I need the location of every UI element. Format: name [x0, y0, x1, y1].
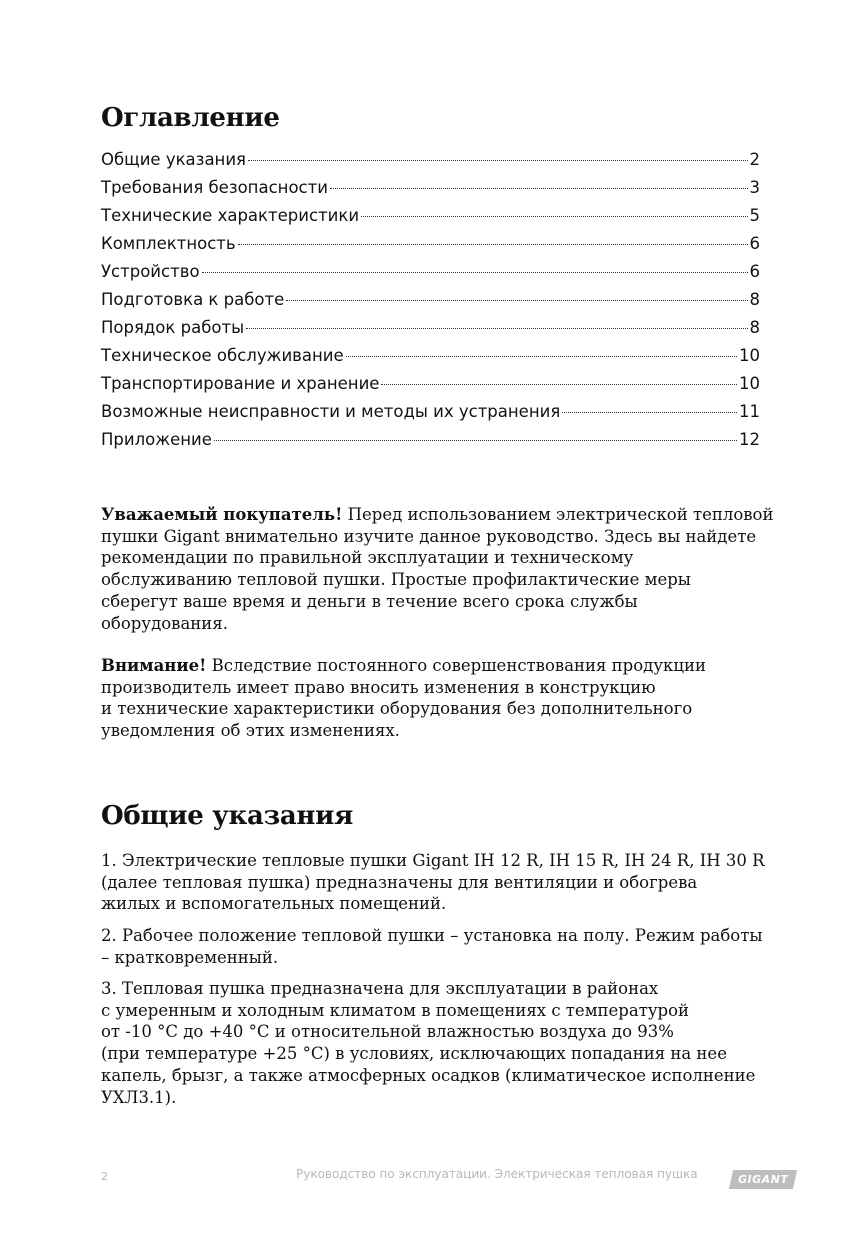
- toc-entry[interactable]: [101, 346, 760, 374]
- general-paragraph-2: [101, 925, 801, 968]
- toc-entry[interactable]: [101, 150, 760, 178]
- text-line: жилых и вспомогательных помещений.: [101, 894, 447, 914]
- text-line: уведомления об этих изменениях.: [101, 721, 400, 741]
- intro-paragraph-customer: [101, 504, 801, 634]
- toc-entry-label: Техническое обслуживание: [101, 346, 344, 365]
- toc-entry-page: 6: [749, 262, 760, 281]
- toc-leader-dots: [330, 188, 748, 189]
- toc-leader-dots: [248, 160, 748, 161]
- text-line: сберегут ваше время и деньги в течение всего срока службы: [101, 591, 638, 611]
- toc-entry-label: Технические характеристики: [101, 206, 360, 225]
- text-line: 1. Электрические тепловые пушки Gigant IH 12 R, IH 15 R, IH 24 R, IH 30 R: [101, 851, 765, 870]
- table-of-contents: [101, 150, 760, 458]
- toc-entry-label: Транспортирование и хранение: [101, 374, 380, 393]
- text-line: с умеренным и холодным климатом в помещениях с температурой: [101, 1000, 690, 1020]
- toc-heading: Оглавление: [101, 103, 280, 133]
- toc-entry[interactable]: [101, 374, 760, 402]
- toc-entry[interactable]: [101, 318, 760, 346]
- gigant-logo: [729, 1170, 797, 1189]
- toc-entry-page: 12: [739, 430, 760, 449]
- text-line: пушки Gigant внимательно изучите данное руководство. Здесь вы найдете: [101, 526, 757, 546]
- intro-customer-bold: Уважаемый покупатель!: [101, 505, 343, 524]
- toc-entry[interactable]: [101, 402, 760, 430]
- toc-leader-dots: [238, 244, 748, 245]
- intro-paragraph-attention: [101, 655, 801, 742]
- toc-entry[interactable]: [101, 262, 760, 290]
- footer-running-title: Руководство по эксплуатации. Электрическая тепловая пушка: [296, 1167, 698, 1181]
- general-paragraph-3: [101, 978, 801, 1108]
- toc-entry-page: 10: [739, 374, 760, 393]
- text-line: (далее тепловая пушка) предназначены для вентиляции и обогрева: [101, 872, 698, 892]
- general-paragraph-1: [101, 850, 801, 915]
- text-line: производитель имеет право вносить изменения в конструкцию: [101, 677, 656, 697]
- toc-entry-label: Общие указания: [101, 150, 246, 169]
- text-line: 3. Тепловая пушка предназначена для эксплуатации в районах: [101, 979, 659, 998]
- toc-entry-label: Возможные неисправности и методы их устранения: [101, 402, 561, 421]
- text-line: и технические характеристики оборудования без дополнительного: [101, 699, 693, 719]
- toc-entry-page: 6: [749, 234, 760, 253]
- intro-attention-bold: Внимание!: [101, 656, 207, 675]
- toc-entry-page: 10: [739, 346, 760, 365]
- toc-entry[interactable]: [101, 206, 760, 234]
- toc-entry-page: 11: [739, 402, 760, 421]
- toc-leader-dots: [246, 328, 747, 329]
- toc-entry-label: Требования безопасности: [101, 178, 328, 197]
- toc-leader-dots: [214, 440, 737, 441]
- toc-leader-dots: [346, 356, 737, 357]
- text-line: Перед использованием электрической тепловой: [342, 505, 774, 524]
- text-line: от -10 °С до +40 °С и относительной влажностью воздуха до 93%: [101, 1022, 674, 1042]
- footer-page-number: 2: [101, 1170, 108, 1183]
- text-line: обслуживанию тепловой пушки. Простые профилактические меры: [101, 570, 691, 590]
- toc-entry-label: Комплектность: [101, 234, 236, 253]
- text-line: Вследствие постоянного совершенствования продукции: [206, 656, 706, 675]
- logo-text: GIGANT: [737, 1173, 789, 1186]
- toc-leader-dots: [381, 384, 737, 385]
- toc-entry-page: 2: [749, 150, 760, 169]
- toc-entry-page: 8: [749, 318, 760, 337]
- toc-entry[interactable]: [101, 430, 760, 458]
- text-line: рекомендации по правильной эксплуатации и техническому: [101, 548, 634, 568]
- toc-entry-label: Приложение: [101, 430, 212, 449]
- toc-entry-label: Устройство: [101, 262, 200, 281]
- toc-entry-page: 5: [749, 206, 760, 225]
- toc-entry[interactable]: [101, 178, 760, 206]
- toc-entry[interactable]: [101, 290, 760, 318]
- text-line: капель, брызг, а также атмосферных осадков (климатическое исполнение: [101, 1065, 756, 1085]
- text-line: (при температуре +25 °С) в условиях, исключающих попадания на нее: [101, 1044, 727, 1064]
- toc-entry-label: Подготовка к работе: [101, 290, 285, 309]
- text-line: – кратковременный.: [101, 947, 279, 967]
- toc-leader-dots: [202, 272, 748, 273]
- toc-leader-dots: [562, 412, 737, 413]
- toc-entry-page: 3: [749, 178, 760, 197]
- toc-entry[interactable]: [101, 234, 760, 262]
- general-heading: Общие указания: [101, 801, 354, 831]
- text-line: оборудования.: [101, 613, 228, 633]
- text-line: 2. Рабочее положение тепловой пушки – установка на полу. Режим работы: [101, 926, 763, 945]
- toc-leader-dots: [361, 216, 747, 217]
- toc-entry-page: 8: [749, 290, 760, 309]
- toc-leader-dots: [286, 300, 747, 301]
- toc-entry-label: Порядок работы: [101, 318, 245, 337]
- text-line: УХЛ3.1).: [101, 1087, 177, 1107]
